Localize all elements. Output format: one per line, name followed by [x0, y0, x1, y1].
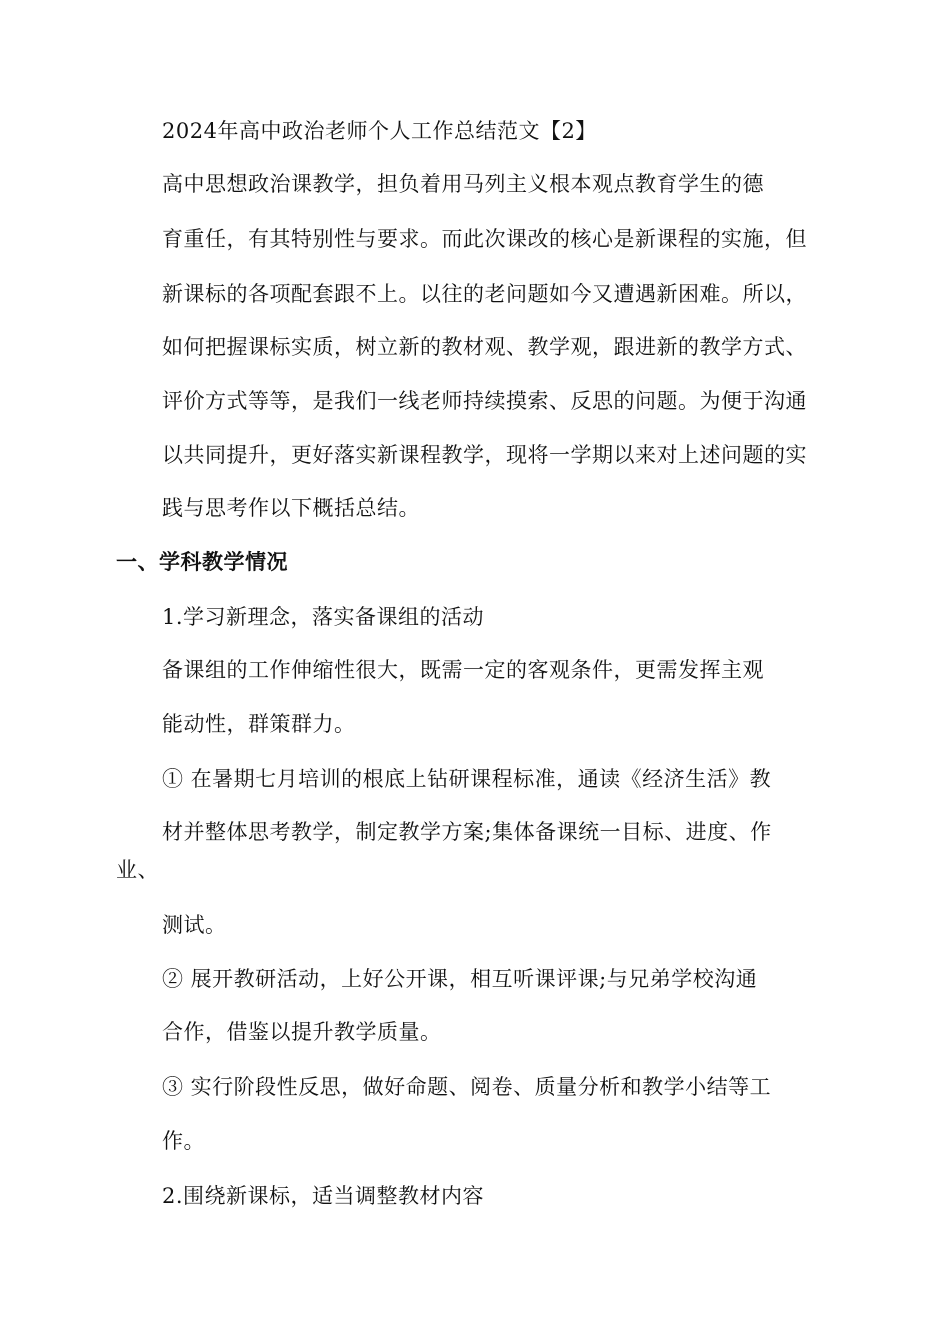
list-item-1-line: ① 在暑期七月培训的根底上钻研课程标准，通读《经济生活》教: [162, 767, 772, 791]
intro-line-6: 以共同提升，更好落实新课程教学，现将一学期以来对上述问题的实: [162, 443, 807, 467]
intro-line-2: 育重任，有其特别性与要求。而此次课改的核心是新课程的实施，但: [162, 227, 807, 251]
intro-line-1: 高中思想政治课教学，担负着用马列主义根本观点教育学生的德: [162, 172, 764, 196]
list-item-3-line: 作。: [162, 1129, 205, 1153]
list-item-3-line: ③ 实行阶段性反思，做好命题、阅卷、质量分析和教学小结等工: [162, 1075, 772, 1099]
paragraph-line: 备课组的工作伸缩性很大，既需一定的客观条件，更需发挥主观: [162, 658, 764, 682]
subsection-1-title: 1.学习新理念，落实备课组的活动: [162, 605, 485, 629]
document-title: 2024年高中政治老师个人工作总结范文【2】: [162, 119, 597, 143]
list-item-1-line: 业、: [116, 858, 159, 882]
list-item-1-line: 测试。: [162, 913, 227, 937]
subsection-2-title: 2.围绕新课标，适当调整教材内容: [162, 1184, 485, 1208]
intro-line-4: 如何把握课标实质，树立新的教材观、教学观，跟进新的教学方式、: [162, 335, 807, 359]
section-heading: 一、学科教学情况: [116, 550, 288, 574]
intro-line-5: 评价方式等等，是我们一线老师持续摸索、反思的问题。为便于沟通: [162, 389, 807, 413]
intro-line-3: 新课标的各项配套跟不上。以往的老问题如今又遭遇新困难。所以，: [162, 282, 807, 306]
paragraph-line: 能动性，群策群力。: [162, 712, 356, 736]
intro-line-7: 践与思考作以下概括总结。: [162, 496, 420, 520]
list-item-1-line: 材并整体思考教学，制定教学方案;集体备课统一目标、进度、作: [162, 820, 772, 844]
list-item-2-line: ② 展开教研活动，上好公开课，相互听课评课;与兄弟学校沟通: [162, 967, 758, 991]
list-item-2-line: 合作，借鉴以提升教学质量。: [162, 1020, 442, 1044]
